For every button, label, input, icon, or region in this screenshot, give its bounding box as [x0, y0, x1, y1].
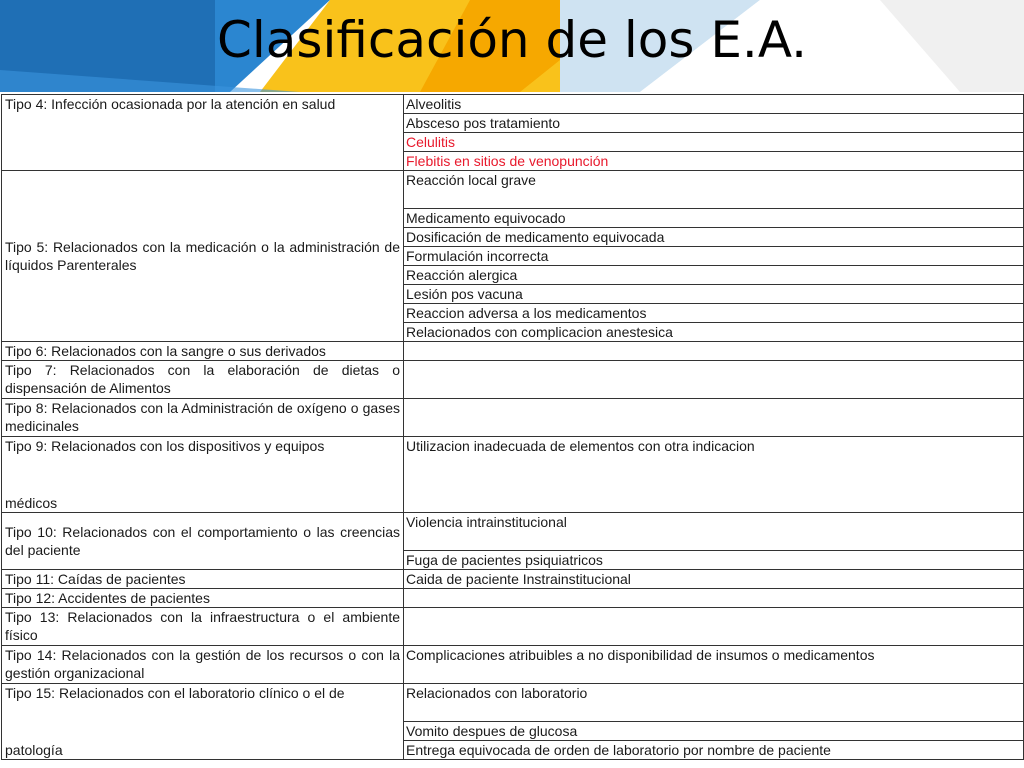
example-cell: Medicamento equivocado	[404, 209, 1024, 228]
example-cell: Reaccion adversa a los medicamentos	[404, 304, 1024, 323]
example-cell: Relacionados con complicacion anestesica	[404, 323, 1024, 342]
example-cell: Utilizacion inadecuada de elementos con otra indicacion	[404, 437, 1024, 513]
example-cell: Lesión pos vacuna	[404, 285, 1024, 304]
example-cell: Reacción alergica	[404, 266, 1024, 285]
example-cell: Relacionados con laboratorio	[404, 684, 1024, 722]
example-cell: Dosificación de medicamento equivocada	[404, 228, 1024, 247]
table-row	[2, 589, 1024, 608]
category-cell: Tipo 10: Relacionados con el comportamiento o las creencias del paciente	[2, 513, 404, 570]
table-row	[2, 95, 1024, 114]
table-row	[2, 684, 1024, 722]
table-row	[2, 513, 1024, 551]
table-row	[2, 171, 1024, 209]
classification-table	[1, 94, 1024, 760]
example-cell: Vomito despues de glucosa	[404, 722, 1024, 741]
table-row	[2, 608, 1024, 646]
example-cell: Fuga de pacientes psiquiatricos	[404, 551, 1024, 570]
example-cell-empty	[404, 399, 1024, 437]
category-text-top: Tipo 9: Relacionados con los dispositivos y equipos	[5, 438, 325, 454]
category-cell: Tipo 12: Accidentes de pacientes	[2, 589, 404, 608]
category-text-bottom: patología	[5, 742, 63, 758]
example-cell: Reacción local grave	[404, 171, 1024, 209]
category-text-top: Tipo 15: Relacionados con el laboratorio clínico o el de	[5, 685, 345, 701]
slide-title: Clasificación de los E.A.	[216, 11, 808, 69]
example-cell-highlighted: Celulitis	[404, 133, 1024, 152]
example-cell-empty	[404, 361, 1024, 399]
example-cell-highlighted: Flebitis en sitios de venopunción	[404, 152, 1024, 171]
table-row	[2, 646, 1024, 684]
category-text-bottom: médicos	[5, 495, 58, 511]
example-cell: Alveolitis	[404, 95, 1024, 114]
example-cell: Caida de paciente Instrainstitucional	[404, 570, 1024, 589]
category-cell: Tipo 11: Caídas de pacientes	[2, 570, 404, 589]
example-cell-empty	[404, 608, 1024, 646]
example-cell: Formulación incorrecta	[404, 247, 1024, 266]
table-row	[2, 437, 1024, 513]
table-row	[2, 361, 1024, 399]
example-cell: Entrega equivocada de orden de laboratorio por nombre de paciente	[404, 741, 1024, 760]
example-cell: Violencia intrainstitucional	[404, 513, 1024, 551]
table-row	[2, 570, 1024, 589]
category-cell: Tipo 6: Relacionados con la sangre o sus derivados	[2, 342, 404, 361]
example-cell: Complicaciones atribuibles a no disponibilidad de insumos o medicamentos	[404, 646, 1024, 684]
category-cell: Tipo 7: Relacionados con la elaboración de dietas o dispensación de Alimentos	[2, 361, 404, 399]
category-cell	[2, 437, 404, 513]
category-cell: Tipo 5: Relacionados con la medicación o la administración de líquidos Parenterales	[2, 171, 404, 342]
category-cell: Tipo 14: Relacionados con la gestión de los recursos o con la gestión organizacional	[2, 646, 404, 684]
example-cell-empty	[404, 589, 1024, 608]
slide-header	[0, 0, 1024, 92]
category-cell: Tipo 4: Infección ocasionada por la atención en salud	[2, 95, 404, 171]
table-row	[2, 342, 1024, 361]
category-cell	[2, 684, 404, 760]
category-cell: Tipo 8: Relacionados con la Administración de oxígeno o gases medicinales	[2, 399, 404, 437]
category-cell: Tipo 13: Relacionados con la infraestructura o el ambiente físico	[2, 608, 404, 646]
example-cell-empty	[404, 342, 1024, 361]
table-row	[2, 399, 1024, 437]
example-cell: Absceso pos tratamiento	[404, 114, 1024, 133]
